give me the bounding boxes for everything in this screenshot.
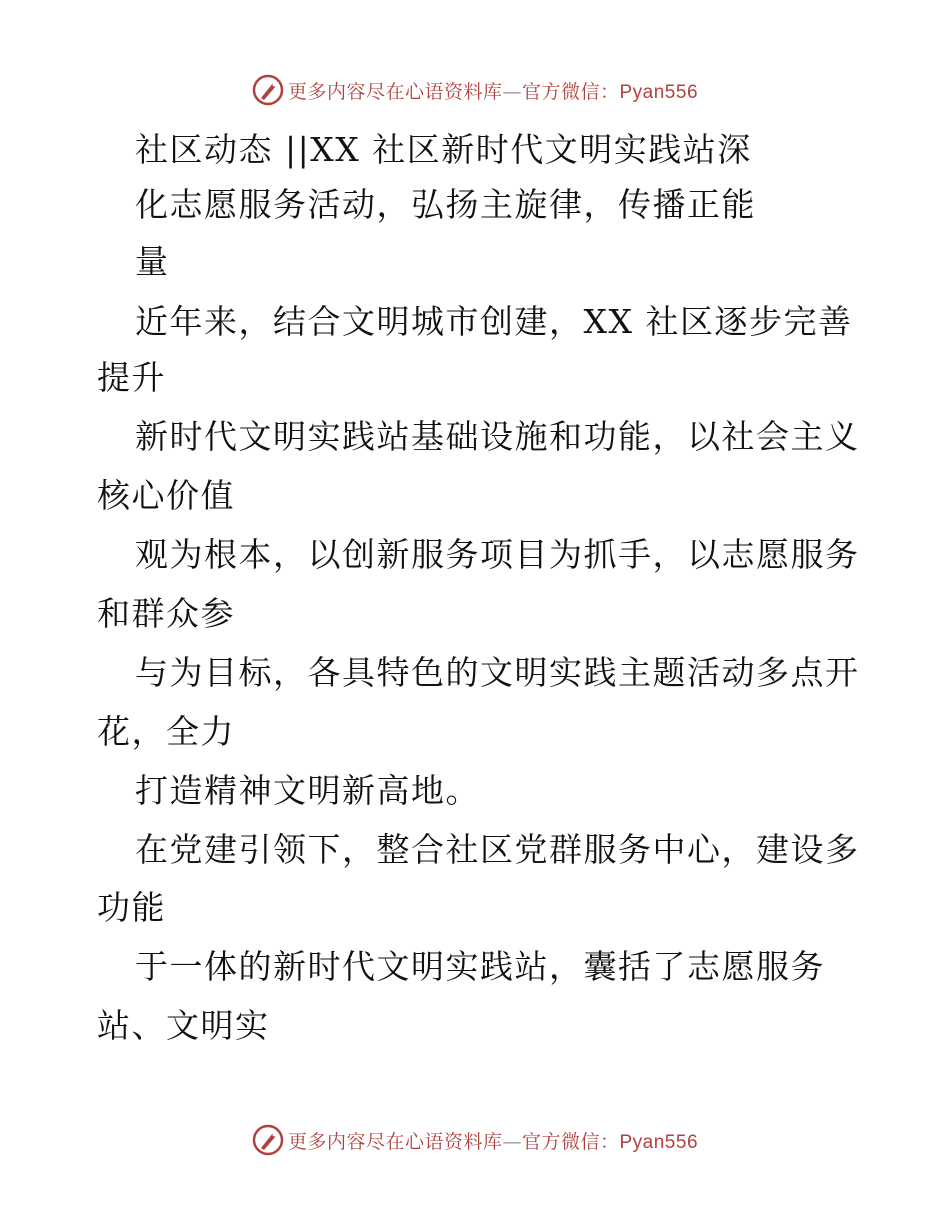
- header-watermark-banner: [0, 70, 950, 110]
- watermark-separator: —: [502, 1130, 522, 1153]
- body-line: 打造精神文明新高地。: [135, 771, 480, 810]
- watermark-main-text: 更多内容尽在心语资料库: [287, 1130, 503, 1153]
- watermark-wechat-label: 官方微信：: [521, 80, 620, 103]
- watermark-text: [288, 1127, 698, 1154]
- body-line: 新时代文明实践站基础设施和功能，以社会主义: [135, 417, 860, 456]
- title-line-1: 社区动态 ||XX 社区新时代文明实践站深: [135, 130, 752, 169]
- body-line: 和群众参: [97, 594, 235, 633]
- pen-logo-icon: [252, 1124, 284, 1156]
- body-line: 功能: [97, 888, 166, 927]
- pen-logo-icon: [252, 74, 284, 106]
- watermark-text: [288, 77, 698, 104]
- body-line: 提升: [97, 358, 166, 397]
- footer-watermark-banner: [0, 1120, 950, 1160]
- watermark-wechat-id: Pyan556: [619, 81, 699, 103]
- body-line: 于一体的新时代文明实践站，囊括了志愿服务: [135, 947, 825, 986]
- watermark-separator: —: [502, 80, 522, 103]
- body-line: 核心价值: [97, 476, 235, 515]
- body-line: 在党建引领下，整合社区党群服务中心，建设多: [135, 830, 860, 869]
- title-line-3: 量: [135, 242, 170, 281]
- body-line: 与为目标，各具特色的文明实践主题活动多点开: [135, 653, 860, 692]
- body-line: 近年来，结合文明城市创建，XX 社区逐步完善: [135, 302, 853, 341]
- body-line: 观为根本，以创新服务项目为抓手，以志愿服务: [135, 535, 860, 574]
- watermark-main-text: 更多内容尽在心语资料库: [287, 80, 503, 103]
- watermark-wechat-label: 官方微信：: [521, 1130, 620, 1153]
- body-line: 花，全力: [97, 712, 235, 751]
- watermark-wechat-id: Pyan556: [619, 1131, 699, 1153]
- body-line: 站、文明实: [97, 1006, 270, 1045]
- title-line-2: 化志愿服务活动，弘扬主旋律，传播正能: [135, 185, 756, 224]
